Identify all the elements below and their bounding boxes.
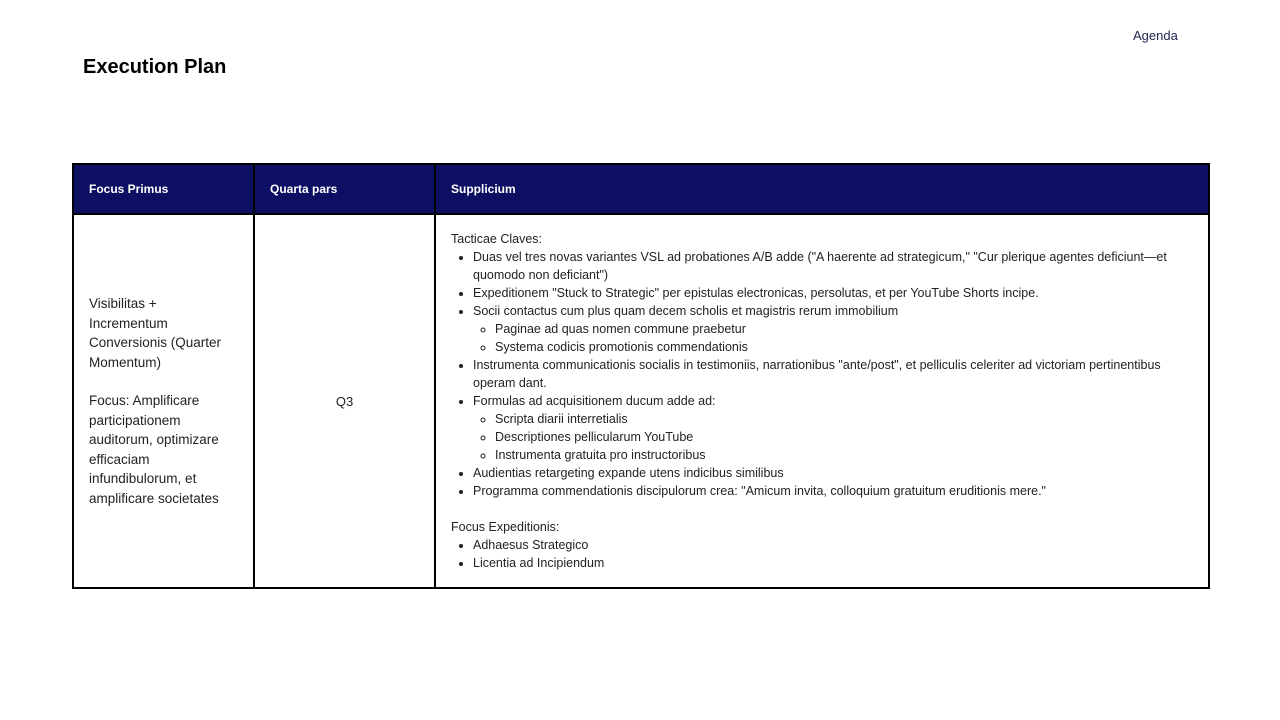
sub-list-item: ◦ Instrumenta gratuita pro instructoribus — [495, 446, 1193, 464]
list-item: • Instrumenta communicationis socialis in testimoniis, narrationibus "ante/post", et pelliculis celeriter ad victoriam pertinentibus operam dant. — [473, 356, 1193, 392]
list-item-text: Formulas ad acquisitionem ducum adde ad: — [473, 394, 716, 408]
sub-list — [473, 320, 1193, 356]
list-item — [473, 302, 1193, 356]
column-header-quarter: Quarta pars — [254, 164, 435, 214]
list-item: • Audientias retargeting expande utens indicibus similibus — [473, 464, 1193, 482]
sub-list-item: ◦ Descriptiones pellicularum YouTube — [495, 428, 1193, 446]
column-header-focus: Focus Primus — [73, 164, 254, 214]
tactics-label: Tacticae Claves: — [451, 232, 543, 246]
tactics-list — [451, 248, 1193, 500]
page-title: Execution Plan — [83, 56, 227, 78]
supplicium-cell — [435, 214, 1209, 588]
list-item: • Adhaesus Strategico — [473, 536, 1193, 554]
sub-list-item: ◦ Paginae ad quas nomen commune praebetur — [495, 320, 1193, 338]
campaign-list — [451, 536, 1193, 572]
list-item-text: Socii contactus cum plus quam decem scholis et magistris rerum immobilium — [473, 304, 899, 318]
list-item: • Licentia ad Incipiendum — [473, 554, 1193, 572]
focus-detail: Focus: Amplificare participationem auditorum, optimizare efficaciam infundibulorum, et amplificare societates — [89, 393, 219, 506]
list-item: • Programma commendationis discipulorum crea: "Amicum invita, colloquium gratuitum eruditionis mere." — [473, 482, 1193, 500]
table-row — [73, 214, 1209, 588]
focus-title: Visibilitas + Incrementum Conversionis (Quarter Momentum) — [89, 296, 222, 370]
sub-list-item: ◦ Scripta diarii interretialis — [495, 410, 1193, 428]
focus-cell — [73, 214, 254, 588]
quarter-cell — [254, 214, 435, 588]
table-header-row — [73, 164, 1209, 214]
sub-list-item: ◦ Systema codicis promotionis commendationis — [495, 338, 1193, 356]
campaign-label: Focus Expeditionis: — [451, 520, 560, 534]
agenda-link[interactable]: Agenda — [1133, 28, 1178, 43]
execution-plan-table — [72, 163, 1210, 589]
column-header-supplicium: Supplicium — [435, 164, 1209, 214]
list-item: • Expeditionem "Stuck to Strategic" per epistulas electronicas, persolutas, et per YouTube Shorts incipe. — [473, 284, 1193, 302]
sub-list — [473, 410, 1193, 464]
list-item: • Duas vel tres novas variantes VSL ad probationes A/B adde ("A haerente ad strategicum," "Cur plerique agentes deficiunt—et quomodo non deficiant") — [473, 248, 1193, 284]
list-item — [473, 392, 1193, 464]
quarter-value: Q3 — [335, 393, 354, 409]
